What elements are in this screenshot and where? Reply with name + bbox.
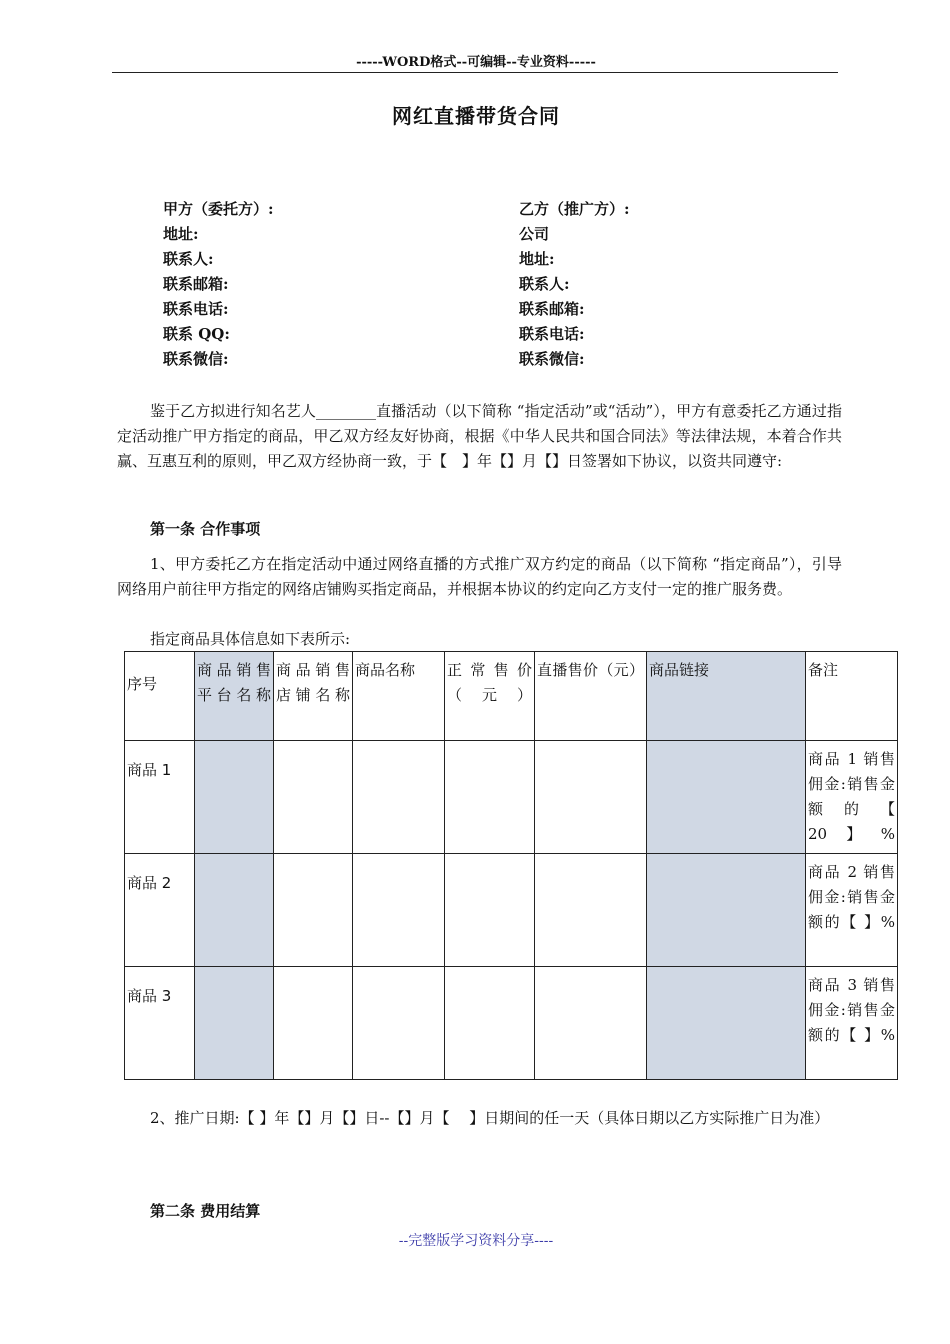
table-cell [647, 741, 806, 854]
header-cell: 序号 [125, 652, 195, 741]
clause-2-paragraph: 2、推广日期:【 】年【】月【】日--【】月【 】日期间的任一天（具体日期以乙方实际推广日为准） [150, 1109, 830, 1127]
article-2-heading: 第二条 费用结算 [150, 1202, 261, 1220]
party-b-line: 联系电话: [519, 325, 585, 343]
table-cell [274, 967, 353, 1080]
table-cell [195, 854, 274, 967]
party-b-line: 联系邮箱: [519, 300, 585, 318]
row-label: 商品 3 [125, 967, 195, 1080]
header-cell: 商品名称 [353, 652, 445, 741]
table-cell [647, 967, 806, 1080]
table-cell [274, 854, 353, 967]
header-cell: 正常售价（元） [445, 652, 535, 741]
table-header-row [125, 652, 898, 741]
clause-1-paragraph: 1、甲方委托乙方在指定活动中通过网络直播的方式推广双方约定的商品（以下简称 “指定商品”），引导网络用户前往甲方指定的网络店铺购买指定商品，并根据本协议的约定向乙方支付一定的推广服务费。 [117, 555, 842, 598]
header-cell: 商品销售平台名称 [195, 652, 274, 741]
table-cell [353, 741, 445, 854]
remark-cell: 商品 2 销售佣金:销售金额的【 】% [806, 854, 898, 967]
header-cell: 直播售价（元） [535, 652, 647, 741]
table-intro: 指定商品具体信息如下表所示: [150, 630, 351, 648]
preamble-paragraph: 鉴于乙方拟进行知名艺人________直播活动（以下简称 “指定活动”或“活动”），甲方有意委托乙方通过指定活动推广甲方指定的商品，甲乙双方经友好协商，根据《中华人民共和国合同法》等法律法规，本着合作共赢、互惠互利的原则，甲乙双方经协商一致，于【 】年【】月【】日签署如下协议，以资共同遵守: [117, 402, 842, 470]
header-divider [112, 72, 838, 73]
table-row [125, 741, 898, 854]
table-cell [195, 741, 274, 854]
header-cell: 商品销售店铺名称 [274, 652, 353, 741]
table-cell [445, 967, 535, 1080]
table-cell [195, 967, 274, 1080]
party-b-line: 联系微信: [519, 350, 585, 368]
party-a-line: 联系人: [163, 250, 214, 268]
article-1-heading: 第一条 合作事项 [150, 520, 261, 538]
page-header: -----WORD格式--可编辑--专业资料----- [356, 55, 596, 70]
table-cell [274, 741, 353, 854]
table-cell [535, 967, 647, 1080]
table-cell [353, 967, 445, 1080]
table-cell [445, 741, 535, 854]
party-b-line: 公司 [519, 225, 550, 243]
party-a-block [163, 197, 274, 372]
page-footer: --完整版学习资料分享---- [398, 1233, 554, 1249]
party-b-line: 联系人: [519, 275, 570, 293]
party-a-line: 联系电话: [163, 300, 229, 318]
party-b-line: 地址: [519, 250, 555, 268]
party-b-line: 乙方（推广方）: [519, 200, 630, 218]
table-cell [445, 854, 535, 967]
header-cell: 备注 [806, 652, 898, 741]
goods-table [124, 651, 898, 1080]
table-cell [647, 854, 806, 967]
document-title: 网红直播带货合同 [392, 104, 560, 128]
party-a-line: 地址: [163, 225, 199, 243]
row-label: 商品 1 [125, 741, 195, 854]
table-cell [353, 854, 445, 967]
row-label: 商品 2 [125, 854, 195, 967]
header-cell: 商品链接 [647, 652, 806, 741]
party-a-line: 甲方（委托方）: [163, 200, 274, 218]
remark-cell: 商品 1 销售佣金:销售金额的【 20】% [806, 741, 898, 854]
party-a-line: 联系微信: [163, 350, 229, 368]
table-row [125, 967, 898, 1080]
party-a-line: 联系邮箱: [163, 275, 229, 293]
remark-cell: 商品 3 销售佣金:销售金额的【 】% [806, 967, 898, 1080]
party-b-block [519, 197, 630, 372]
table-cell [535, 854, 647, 967]
table-cell [535, 741, 647, 854]
party-a-line: 联系 QQ: [163, 325, 230, 343]
table-row [125, 854, 898, 967]
